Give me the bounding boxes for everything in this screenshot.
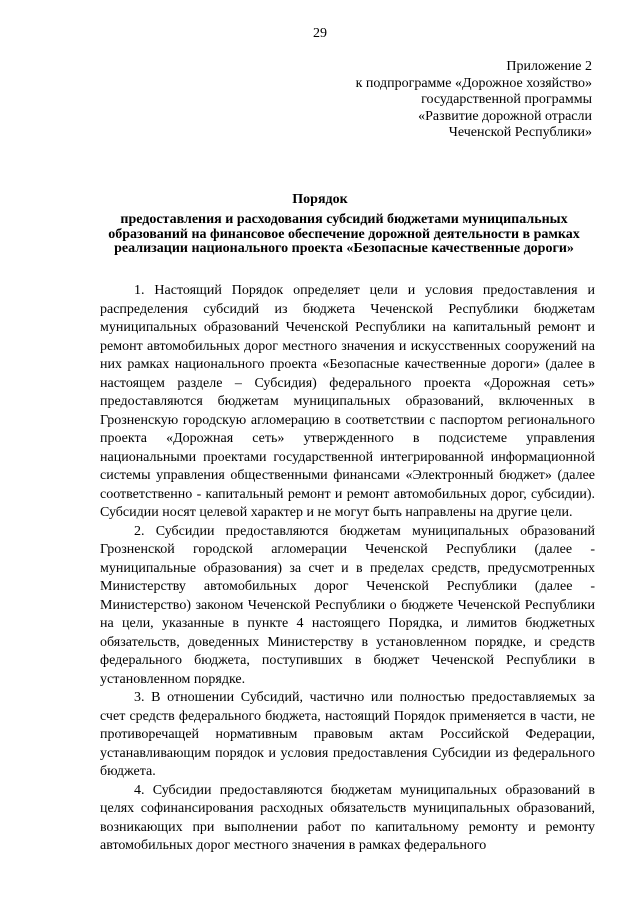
appendix-line: Чеченской Республики» (448, 125, 592, 140)
paragraph-3: 3. В отношении Субсидий, частично или полностью предоставляемых за счет средств федерального бюджета, настоящий Порядок применяется в части, не противоречащей нормативным правовым актам Российской Федерации, устанавливающим порядок и условия предоставления Субсидии из федерального бюджета. (100, 690, 595, 779)
appendix-line: к подпрограмме «Дорожное хозяйство» (355, 75, 592, 91)
page-number: 29 (313, 26, 327, 41)
appendix-line: «Развитие дорожной отрасли (418, 108, 592, 124)
document-body (100, 282, 595, 856)
paragraph-1: 1. Настоящий Порядок определяет цели и условия предоставления и распределения субсидий из бюджета Чеченской Республики бюджетам муниципальных образований Чеченской Республики на капитальный ремонт и ремонт автомобильных дорог местного значения и искусственных сооружений на них рамках национального проекта «Безопасные качественные дороги» (далее в настоящем разделе – Субсидия) федерального проекта «Дорожная сеть» предоставляются бюджетам муниципальных образований, включенных в Грозненскую городскую агломерацию в соответствии с паспортом регионального проекта «Дорожная сеть» утвержденного в подсистеме управления национальными проектами государственной интегрированной информационной системы управления общественными финансами «Электронный бюджет» (далее соответственно - капитальный ремонт и ремонт автомобильных дорог, субсидии). Субсидии носят целевой характер и не могут быть направлены на другие цели. (100, 283, 595, 520)
appendix-header (330, 59, 592, 142)
document-title: Порядок (292, 192, 348, 207)
paragraph-2: 2. Субсидии предоставляются бюджетам муниципальных образований Грозненской городской агломерации Чеченской Республики (далее - муниципальные образования) за счет и в пределах средств, предусмотренных Министерству автомобильных дорог Чеченской Республики (далее - Министерство) законом Чеченской Республики о бюджете Чеченской Республики на цели, указанные в пункте 4 настоящего Порядка, и лимитов бюджетных обязательств, доведенных Министерству в установленном порядке, и средств федерального бюджета, поступивших в бюджет Чеченской Республики в установленном порядке. (100, 523, 595, 687)
appendix-line: Приложение 2 (506, 59, 592, 74)
paragraph-4: 4. Субсидии предоставляются бюджетам муниципальных образований в целях софинансирования расходных обязательств муниципальных образований, возникающих при выполнении работ по капитальному ремонту и ремонту автомобильных дорог местного значения в рамках федерального (100, 782, 595, 853)
appendix-line: государственной программы (421, 92, 592, 107)
document-subtitle: предоставления и расходования субсидий бюджетами муниципальных образований на финансовое обеспечение дорожной деятельности в рамках реализации национального проекта «Безопасные качественные дороги» (108, 212, 580, 256)
